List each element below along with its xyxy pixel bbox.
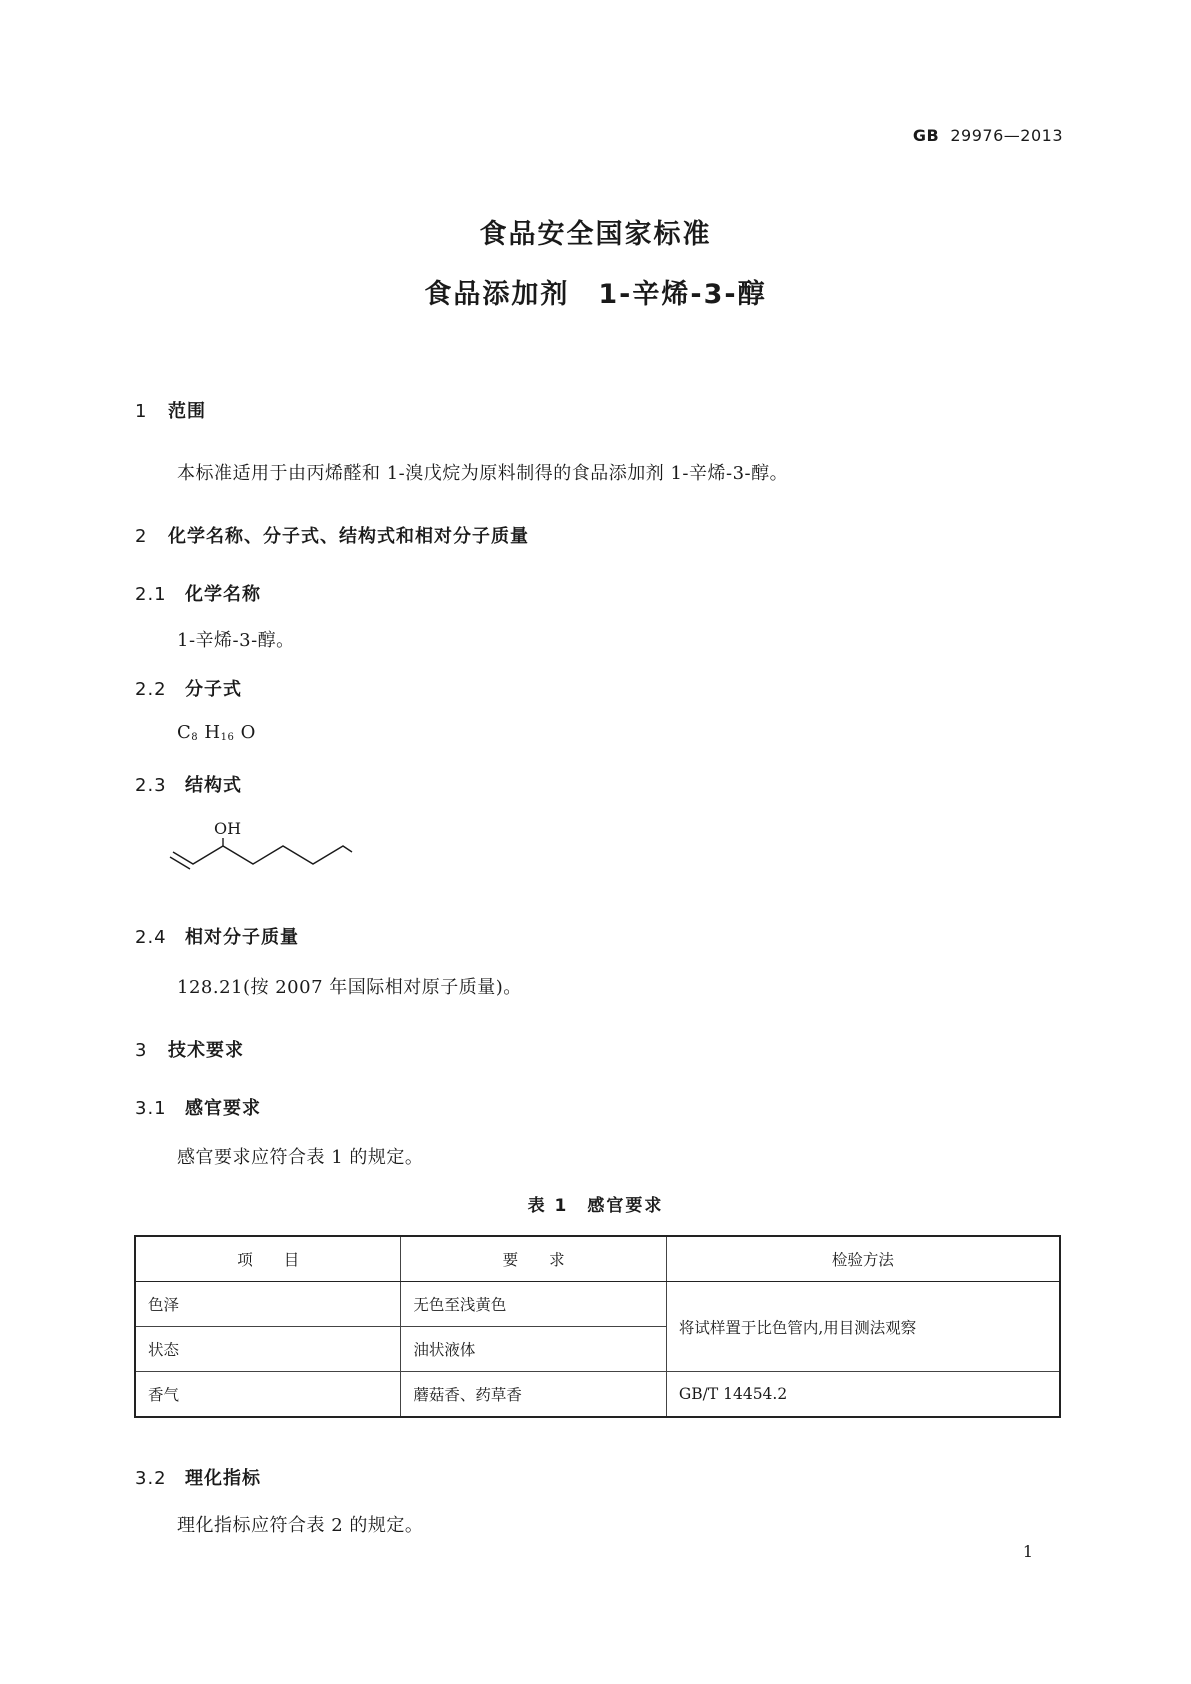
standard-code [913,126,1063,145]
table-header-row [135,1236,1060,1282]
section-3-1-text: 感官要求应符合表 1 的规定。 [177,1147,424,1168]
double-bond [170,857,190,869]
row-item: 色泽 [135,1282,401,1327]
document-subtitle: 食品添加剂 1-辛烯-3-醇 [424,279,767,310]
section-3-2-heading: 3.2 理化指标 [135,1468,261,1489]
header-requirement: 要 求 [401,1236,666,1282]
section-2-2-heading: 2.2 分子式 [135,679,242,700]
oh-label: OH [214,819,242,838]
chemical-name: 1-辛烯-3-醇。 [177,630,295,651]
table-row [135,1282,1060,1327]
molecular-mass: 128.21(按 2007 年国际相对原子质量)。 [177,977,522,998]
section-1-heading: 1 范围 [135,401,206,422]
row-requirement: 蘑菇香、药草香 [401,1372,666,1418]
row-method-merged: 将试样置于比色管内,用目测法观察 [666,1282,1060,1372]
table-1-caption: 表 1 感官要求 [527,1196,664,1216]
section-3-heading: 3 技术要求 [135,1040,244,1061]
page-number: 1 [1022,1542,1033,1561]
carbon-chain [173,846,352,864]
header-item: 项 目 [135,1236,401,1282]
row-requirement: 无色至浅黄色 [401,1282,666,1327]
row-item: 香气 [135,1372,401,1418]
standard-code-number: 29976—2013 [950,126,1063,145]
row-requirement: 油状液体 [401,1327,666,1372]
row-method: GB/T 14454.2 [666,1372,1060,1418]
section-3-1-heading: 3.1 感官要求 [135,1098,261,1119]
section-3-2-text: 理化指标应符合表 2 的规定。 [177,1515,424,1536]
section-2-4-heading: 2.4 相对分子质量 [135,927,299,948]
table-row [135,1372,1060,1418]
section-1-text: 本标准适用于由丙烯醛和 1-溴戊烷为原料制得的食品添加剂 1-辛烯-3-醇。 [177,463,789,484]
header-method: 检验方法 [666,1236,1060,1282]
section-2-heading: 2 化学名称、分子式、结构式和相对分子质量 [135,526,529,547]
section-2-1-heading: 2.1 化学名称 [135,584,261,605]
structural-formula [165,815,365,895]
standard-code-prefix: GB [912,126,940,145]
molecular-formula: $C_8$ $H_{16}$ O [177,722,256,743]
section-2-3-heading: 2.3 结构式 [135,775,242,796]
sensory-requirements-table [134,1235,1061,1418]
document-title: 食品安全国家标准 [479,219,712,250]
row-item: 状态 [135,1327,401,1372]
